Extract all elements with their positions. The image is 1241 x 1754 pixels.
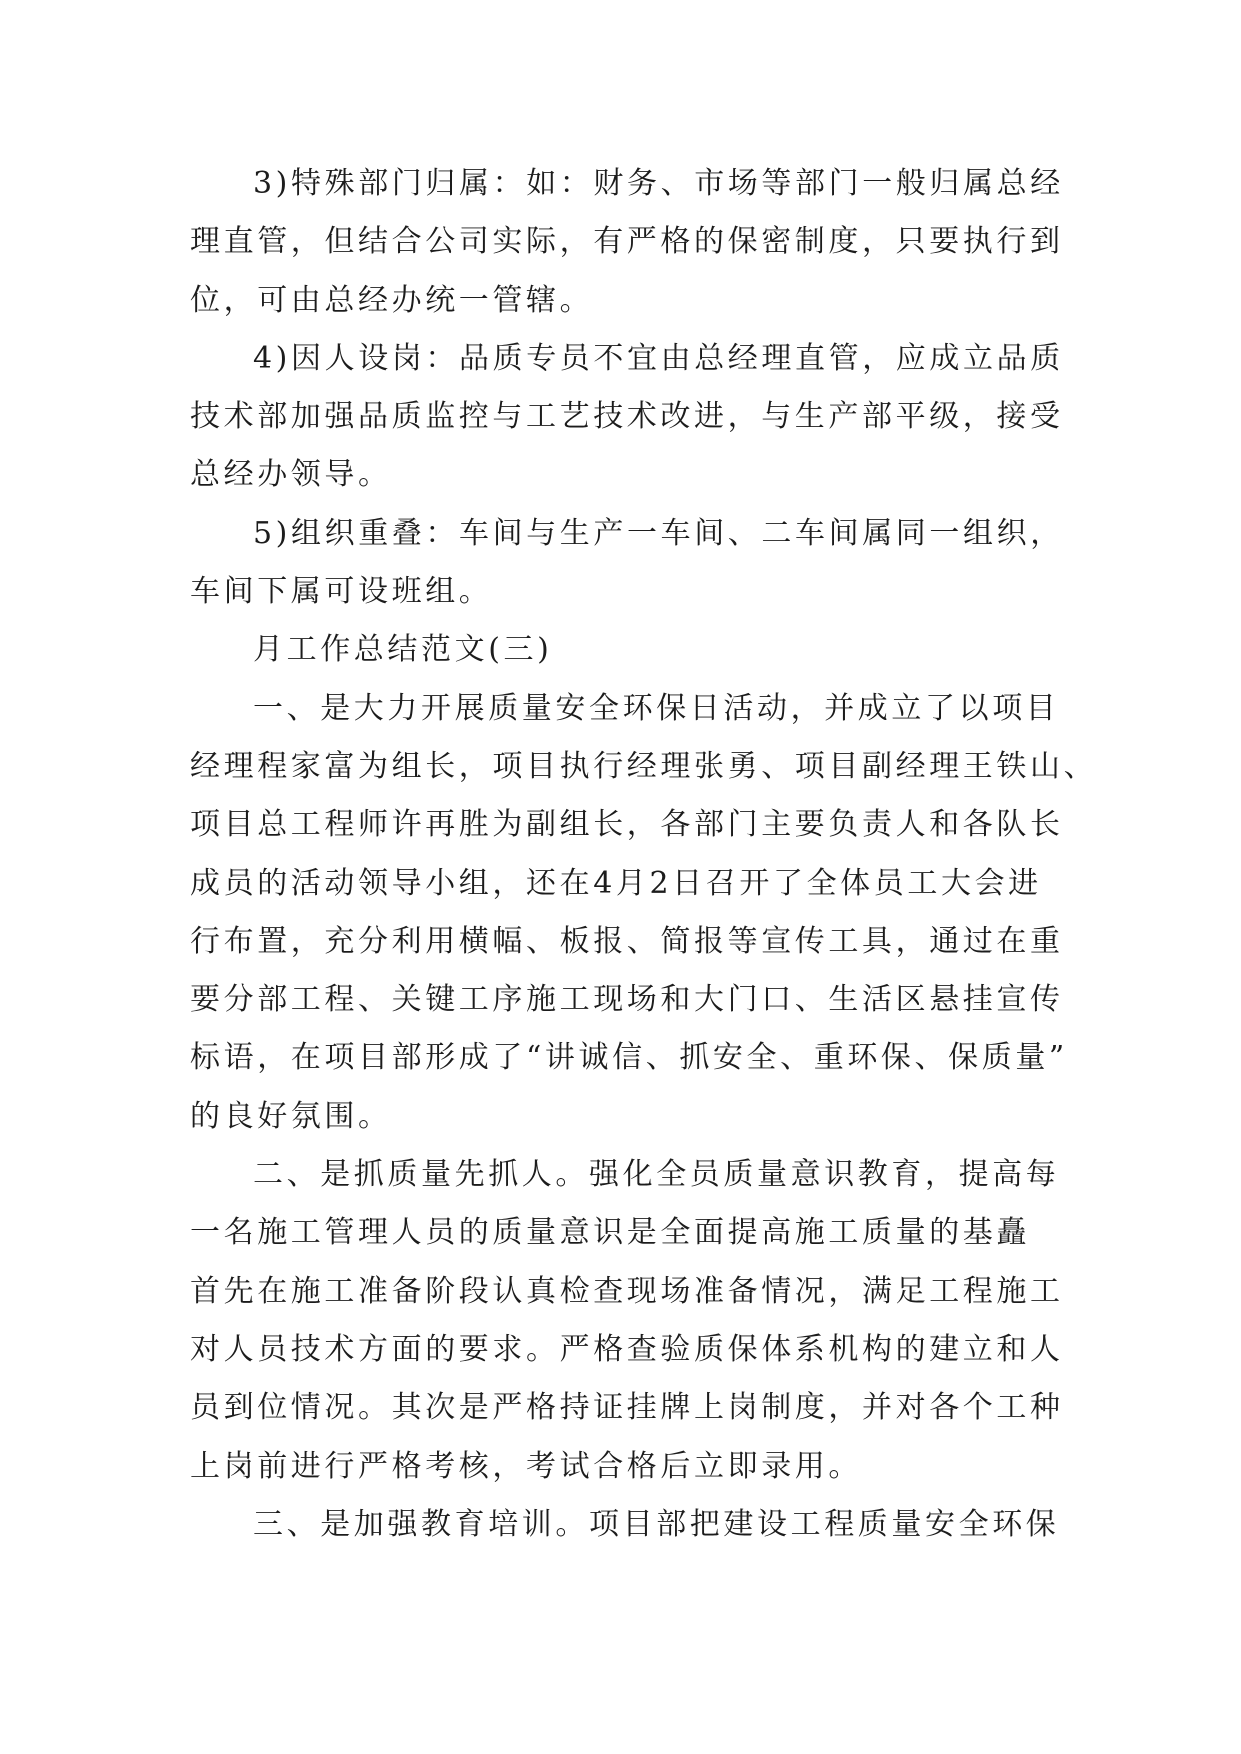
paragraph-5-line-2: 车间下属可设班组。 bbox=[190, 574, 493, 610]
item-two-line-5: 员到位情况。其次是严格持证挂牌上岗制度，并对各个工种 bbox=[190, 1390, 1064, 1426]
item-one-line-2: 经理程家富为组长，项目执行经理张勇、项目副经理王铁山、 bbox=[190, 748, 1098, 784]
paragraph-4-line-3: 总经办领导。 bbox=[190, 457, 392, 493]
paragraph-5-line-1: 5)组织重叠：车间与生产一车间、二车间属同一组织， bbox=[253, 515, 1064, 551]
document-body bbox=[190, 155, 1098, 1554]
paragraph-4-line-1: 4)因人设岗：品质专员不宜由总经理直管，应成立品质 bbox=[253, 340, 1064, 376]
item-two-line-3: 首先在施工准备阶段认真检查现场准备情况，满足工程施工 bbox=[190, 1273, 1064, 1309]
item-two-line-6: 上岗前进行严格考核，考试合格后立即录用。 bbox=[190, 1448, 862, 1484]
item-one-line-8: 的良好氛围。 bbox=[190, 1098, 392, 1134]
item-one-line-6: 要分部工程、关键工序施工现场和大门口、生活区悬挂宣传 bbox=[190, 982, 1064, 1018]
item-one-line-7: 标语，在项目部形成了“讲诚信、抓安全、重环保、保质量” bbox=[190, 1040, 1068, 1076]
item-two-line-4: 对人员技术方面的要求。严格查验质保体系机构的建立和人 bbox=[190, 1331, 1064, 1367]
item-one-line-5: 行布置，充分利用横幅、板报、简报等宣传工具，通过在重 bbox=[190, 923, 1064, 959]
item-two-line-1: 二、是抓质量先抓人。强化全员质量意识教育，提高每 bbox=[253, 1157, 1060, 1193]
item-one-line-4: 成员的活动领导小组，还在4月2日召开了全体员工大会进 bbox=[190, 865, 1042, 901]
item-two-line-2: 一名施工管理人员的质量意识是全面提高施工质量的基矗 bbox=[190, 1215, 1030, 1251]
paragraph-3-line-3: 位，可由总经办统一管辖。 bbox=[190, 282, 594, 318]
item-one-line-3: 项目总工程师许再胜为副组长，各部门主要负责人和各队长 bbox=[190, 807, 1064, 843]
item-one-line-1: 一、是大力开展质量安全环保日活动，并成立了以项目 bbox=[253, 690, 1060, 726]
item-three-line-1: 三、是加强教育培训。项目部把建设工程质量安全环保 bbox=[253, 1506, 1060, 1542]
section-heading: 月工作总结范文(三) bbox=[253, 632, 553, 668]
paragraph-4-line-2: 技术部加强品质监控与工艺技术改进，与生产部平级，接受 bbox=[190, 399, 1064, 435]
paragraph-3-line-2: 理直管，但结合公司实际，有严格的保密制度，只要执行到 bbox=[190, 224, 1064, 260]
paragraph-3-line-1: 3)特殊部门归属：如：财务、市场等部门一般归属总经 bbox=[253, 166, 1064, 201]
